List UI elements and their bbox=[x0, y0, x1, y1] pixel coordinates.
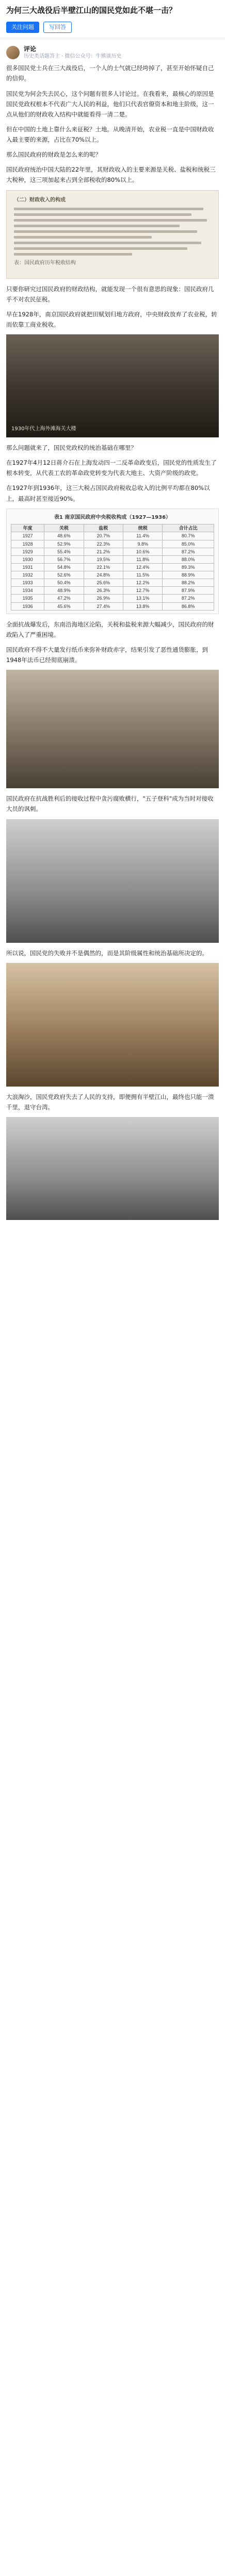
table-header-row bbox=[11, 524, 214, 532]
table-cell: 48.6% bbox=[44, 532, 84, 540]
paragraph: 国民政府不得不大量发行纸币来弥补财政赤字，结果引发了恶性通货膨胀，到1948年法币已经彻底崩溃。 bbox=[6, 646, 208, 664]
write-answer-button[interactable]: 写回答 bbox=[43, 22, 72, 33]
table-row bbox=[11, 555, 214, 563]
table-cell: 1932 bbox=[11, 571, 44, 579]
table-cell: 85.0% bbox=[163, 540, 214, 548]
paragraph: 那么问题就来了，国民党政权的统治基础在哪里？ bbox=[6, 444, 137, 452]
document-heading: （二）财政收入的构成 bbox=[14, 197, 66, 203]
table-cell: 11.5% bbox=[123, 571, 163, 579]
table-cell: 26.9% bbox=[84, 595, 123, 602]
table-cell: 87.2% bbox=[163, 548, 214, 555]
author-bio: 历史类话题答主 · 微信公众号：牛熊谈历史 bbox=[24, 54, 122, 60]
follow-question-button[interactable]: 关注问题 bbox=[6, 22, 39, 33]
table-cell: 1931 bbox=[11, 563, 44, 571]
text-line bbox=[14, 219, 207, 222]
author-name[interactable]: 评论 bbox=[24, 45, 37, 53]
table-cell: 86.8% bbox=[163, 602, 214, 610]
table-header-cell: 盐税 bbox=[84, 524, 123, 532]
table-row bbox=[11, 595, 214, 602]
text-line bbox=[14, 225, 180, 227]
table-cell: 1936 bbox=[11, 602, 44, 610]
table-row bbox=[11, 571, 214, 579]
text-line bbox=[14, 213, 191, 216]
table-header-cell: 统税 bbox=[123, 524, 163, 532]
table-cell: 20.7% bbox=[84, 532, 123, 540]
tax-table-image[interactable] bbox=[6, 509, 219, 614]
text-line bbox=[14, 236, 152, 239]
table-cell: 11.4% bbox=[123, 532, 163, 540]
question-actions bbox=[0, 19, 225, 37]
paragraph: 在1927年4月12日蒋介石在上海发动四一二反革命政变后，国民党的性质发生了根本转变，从代表工农的革命政党转变为代表大地主、大资产阶级的政党。 bbox=[6, 459, 217, 477]
table-cell: 27.4% bbox=[84, 602, 123, 610]
text-line bbox=[14, 230, 197, 233]
paragraph: 国民政府在抗战胜利后的接收过程中贪污腐败横行，"五子登科"成为当时对接收大员的讽刺。 bbox=[6, 795, 214, 813]
table-cell: 88.2% bbox=[163, 579, 214, 587]
paragraph: 在1927年到1936年，这三大税占国民政府税收总收入的比例平均都在80%以上，最高时甚至接近90%。 bbox=[6, 484, 210, 502]
photo-caption: 1930年代上海外滩海关大楼 bbox=[11, 426, 76, 432]
text-line bbox=[14, 247, 187, 250]
table-caption: 表1 南京国民政府中央税收构成（1927—1936） bbox=[54, 514, 171, 520]
table-cell: 9.8% bbox=[123, 540, 163, 548]
text-line bbox=[14, 242, 201, 244]
paragraph: 国民政府统治中国大陆的22年里，其财政收入的主要来源是关税、盐税和统税三大税种，这三项加起来占到全部税收的80%以上。 bbox=[6, 166, 216, 184]
historical-photo[interactable] bbox=[6, 819, 219, 943]
table-cell: 10.6% bbox=[123, 548, 163, 555]
table-row bbox=[11, 579, 214, 587]
table-cell: 1930 bbox=[11, 555, 44, 563]
table-cell: 52.6% bbox=[44, 571, 84, 579]
paragraph: 全面抗战爆发后，东南沿海地区沦陷，关税和盐税来源大幅减少，国民政府的财政陷入了严重困境。 bbox=[6, 620, 214, 638]
text-line bbox=[14, 253, 132, 256]
table-header-cell: 年度 bbox=[11, 524, 44, 532]
table-header-cell: 关税 bbox=[44, 524, 84, 532]
table-cell: 12.7% bbox=[123, 587, 163, 595]
table-cell: 13.1% bbox=[123, 595, 163, 602]
table-cell: 11.8% bbox=[123, 555, 163, 563]
table-cell: 22.1% bbox=[84, 563, 123, 571]
table-header-cell: 合计占比 bbox=[163, 524, 214, 532]
table-cell: 48.9% bbox=[44, 587, 84, 595]
table-cell: 88.0% bbox=[163, 555, 214, 563]
table-cell: 21.2% bbox=[84, 548, 123, 555]
table-cell: 1935 bbox=[11, 595, 44, 602]
paragraph: 只要你研究过国民政府的财政结构，就能发现一个很有意思的现象：国民政府几乎不对农民征税。 bbox=[6, 285, 214, 303]
table-cell: 12.2% bbox=[123, 579, 163, 587]
historical-photo[interactable] bbox=[6, 670, 219, 788]
table-cell: 1929 bbox=[11, 548, 44, 555]
author-meta bbox=[24, 45, 122, 60]
historical-photo[interactable] bbox=[6, 963, 219, 1087]
question-title[interactable]: 为何三大战役后半壁江山的国民党如此不堪一击？ bbox=[6, 6, 177, 15]
table-cell: 12.4% bbox=[123, 563, 163, 571]
table-cell: 56.7% bbox=[44, 555, 84, 563]
author-avatar[interactable] bbox=[6, 46, 20, 59]
table-cell: 1928 bbox=[11, 540, 44, 548]
text-line bbox=[14, 208, 203, 210]
paragraph: 国民党为何会失去民心，这个问题有很多人讨论过。在我看来，最核心的原因是国民党政权根本不代表广大人民的利益，他们只代表官僚资本和地主阶级，这一点从他们的财政收入结构中就能看得一清二楚。 bbox=[6, 90, 214, 118]
table-row bbox=[11, 540, 214, 548]
table-cell: 26.3% bbox=[84, 587, 123, 595]
document-image[interactable] bbox=[6, 190, 219, 279]
table-cell: 45.6% bbox=[44, 602, 84, 610]
paragraph: 早在1928年，南京国民政府就把田赋划归地方政府，中央财政放弃了农业税，转而依靠工商业税收。 bbox=[6, 310, 217, 328]
table-cell: 89.3% bbox=[163, 563, 214, 571]
paragraph: 大浪淘沙，国民党政府失去了人民的支持，即便拥有半壁江山，最终也只能一溃千里，退守台湾。 bbox=[6, 1093, 214, 1111]
table-cell: 87.2% bbox=[163, 595, 214, 602]
table-cell: 47.2% bbox=[44, 595, 84, 602]
paragraph: 但在中国的土地上靠什么来征税？土地。从晚清开始，农业税一直是中国财政收入最主要的来源，占比在70%以上。 bbox=[6, 125, 214, 144]
table-cell: 50.4% bbox=[44, 579, 84, 587]
author-card[interactable] bbox=[0, 40, 225, 62]
table-cell: 19.5% bbox=[84, 555, 123, 563]
paragraph: 很多国民党士兵在三大战役后，一个人的士气就已经垮掉了，甚至开始怀疑自己的信仰。 bbox=[6, 64, 214, 82]
historical-photo[interactable] bbox=[6, 1117, 219, 1220]
table-cell: 88.9% bbox=[163, 571, 214, 579]
table-cell: 1934 bbox=[11, 587, 44, 595]
table-cell: 25.6% bbox=[84, 579, 123, 587]
paragraph: 那么国民政府的财政是怎么来的呢？ bbox=[6, 151, 101, 159]
table-row bbox=[11, 587, 214, 595]
table-cell: 22.3% bbox=[84, 540, 123, 548]
table-cell: 24.8% bbox=[84, 571, 123, 579]
table-cell: 1933 bbox=[11, 579, 44, 587]
table-cell: 55.4% bbox=[44, 548, 84, 555]
tax-table bbox=[11, 524, 214, 611]
answer-content bbox=[0, 62, 225, 1220]
table-cell: 80.7% bbox=[163, 532, 214, 540]
table-row bbox=[11, 532, 214, 540]
table-cell: 13.8% bbox=[123, 602, 163, 610]
table-row bbox=[11, 563, 214, 571]
paragraph: 所以说，国民党的失败并不是偶然的，而是其阶级属性和统治基础所决定的。 bbox=[6, 949, 208, 957]
table-cell: 54.8% bbox=[44, 563, 84, 571]
document-caption: 表：国民政府历年税收结构 bbox=[14, 260, 76, 266]
table-cell: 1927 bbox=[11, 532, 44, 540]
table-row bbox=[11, 602, 214, 610]
table-row bbox=[11, 548, 214, 555]
table-cell: 52.9% bbox=[44, 540, 84, 548]
historical-photo[interactable] bbox=[6, 334, 219, 437]
table-cell: 87.9% bbox=[163, 587, 214, 595]
